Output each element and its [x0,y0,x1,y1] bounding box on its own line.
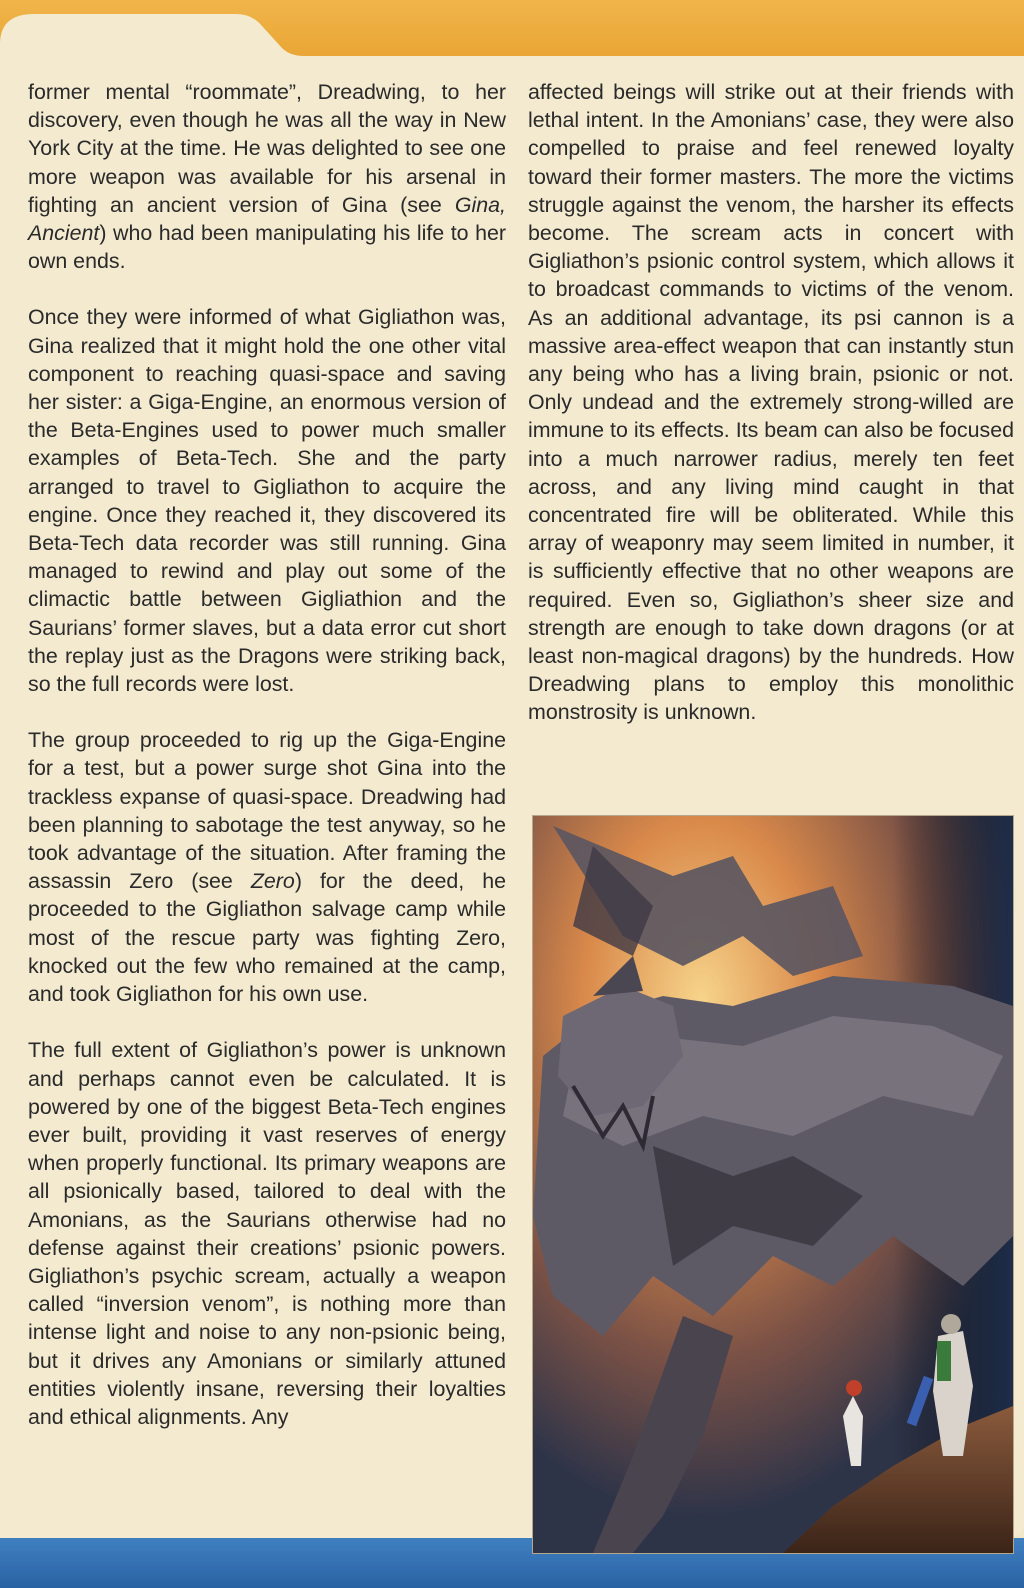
left-text-column [28,78,506,1459]
body-paragraph [28,78,506,275]
page-tab-shape [0,0,1024,60]
body-paragraph [28,1036,506,1431]
cross-reference-text: Gina, Ancient [28,192,506,246]
right-text-column [528,78,1014,755]
paragraph-text: ) for the deed, he proceeded to the Gigliathon salvage camp while most of the rescue party was fighting Zero, knocked out the few who remained at the camp, and took Gigliathon for his own use. [28,869,506,1007]
body-paragraph [28,303,506,698]
paragraph-text: affected beings will strike out at their friends with lethal intent. In the Amonians’ case, they were also compelled to praise and feel renewed loyalty toward their former masters. The more the victims struggle against the venom, the harsher its effects become. The scream acts in concert with Gigliathon’s psionic control system, which allows it to broadcast commands to victims of the venom. As an additional advantage, its psi cannon is a massive area-effect weapon that can instantly stun any being who has a living brain, psionic or not. Only undead and the extremely strong-willed are immune to its effects. Its beam can also be focused into a much narrower radius, merely ten feet across, and any living mind caught in that concentrated fire will be obliterated. While this array of weaponry may seem limited in number, it is sufficiently effective that no other weapons are required. Even so, Gigliathon’s sheer size and strength are enough to take down dragons (or at least non-magical dragons) by the hundreds. How Dreadwing plans to employ this monolithic monstrosity is unknown. [528,80,1014,725]
cross-reference-text: Zero [250,869,295,894]
body-paragraph [28,726,506,1008]
paragraph-text: ) who had been manipulating his life to her own ends. [28,221,506,274]
dragon-artwork [533,816,1013,1553]
body-paragraph [528,78,1014,727]
paragraph-text: Once they were informed of what Gigliathon was, Gina realized that it might hold the one other vital component to reaching quasi-space and saving her sister: a Giga-Engine, an enormous version of the Beta-Engines used to power much smaller examples of Beta-Tech. She and the party arranged to travel to Gigliathon to acquire the engine. Once they reached it, they discovered its Beta-Tech data recorder was still running. Gina managed to rewind and play out some of the climactic battle between Gigliathion and the Saurians’ former slaves, but a data error cut short the replay just as the Dragons were striking back, so the full records were lost. [28,305,506,697]
paragraph-text: The full extent of Gigliathon’s power is unknown and perhaps cannot even be calculated. It is powered by one of the biggest Beta-Tech engines ever built, providing it vast reserves of energy when properly functional. Its primary weapons are all psionically based, tailored to deal with the Amonians, as the Saurians otherwise had no defense against their creations’ psionic powers. Gigliathon’s psychic scream, actually a weapon called “inversion venom”, is nothing more than intense light and noise to any non-psionic being, but it drives any Amonians or similarly attuned entities violently insane, reversing their loyalties and ethical alignments. Any [28,1038,506,1429]
paragraph-text: former mental “roommate”, Dreadwing, to her discovery, even though he was all the way in New York City at the time. He was delighted to see one more weapon was available for his arsenal in fighting an ancient version of Gina (see [28,80,506,217]
dragon-illustration [532,815,1014,1554]
paragraph-text: The group proceeded to rig up the Giga-Engine for a test, but a power surge shot Gina into the trackless expanse of quasi-space. Dreadwing had been planning to sabotage the test anyway, so he took advantage of the situation. After framing the assassin Zero (see [28,728,506,894]
